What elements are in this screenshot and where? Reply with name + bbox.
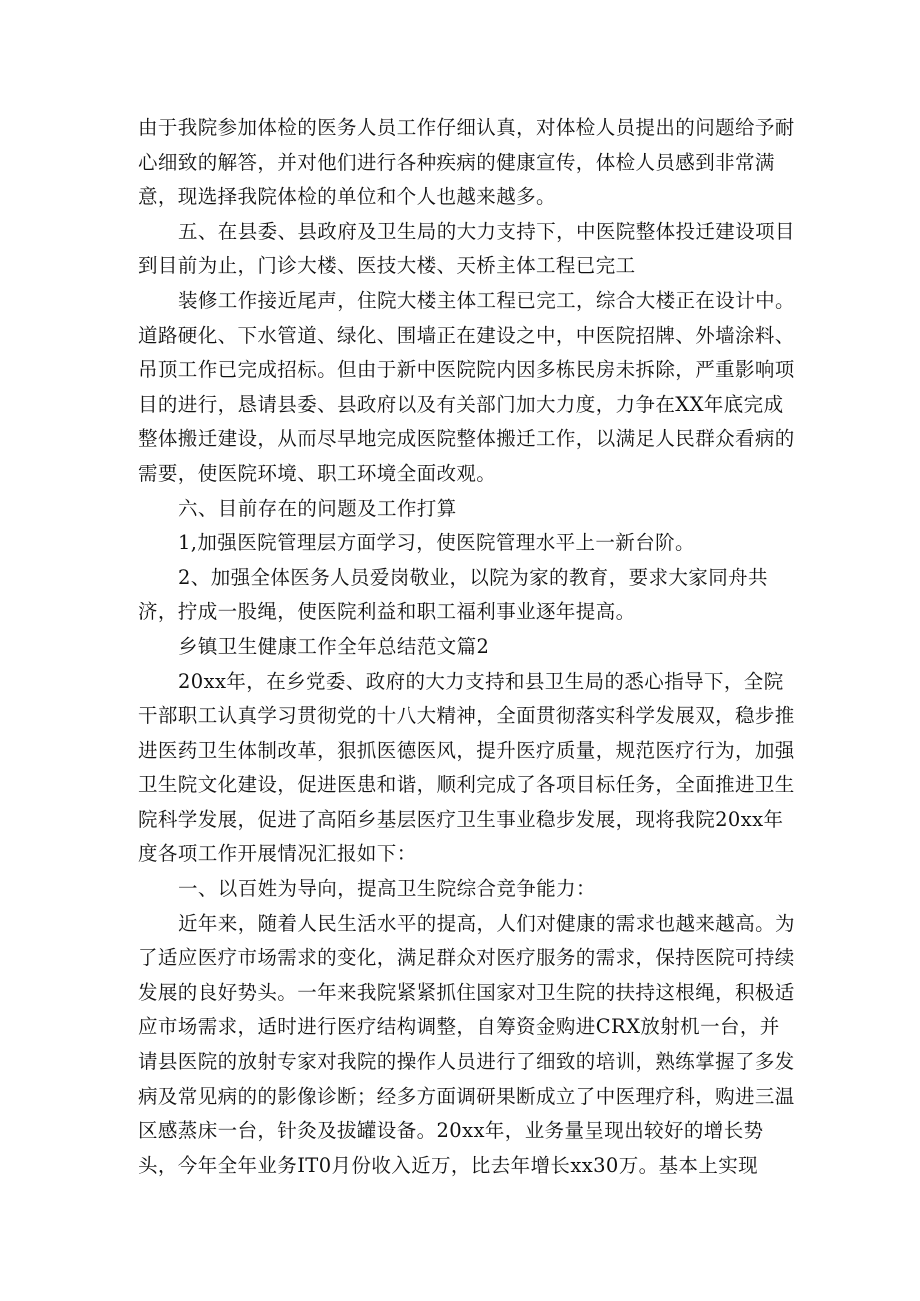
paragraph-heading-five: 五、在县委、县政府及卫生局的大力支持下，中医院整体投迁建设项目到目前为止，门诊大楼、医技大楼、天桥主体工程已完工 <box>138 219 795 278</box>
paragraph: 由于我院参加体检的医务人员工作仔细认真，对体检人员提出的问题给予耐心细致的解答，并对他们进行各种疾病的健康宣传，体检人员感到非常满意，现选择我院体检的单位和个人也越来越多。 <box>138 116 795 209</box>
list-item: 2、加强全体医务人员爱岗敬业，以院为家的教育，要求大家同舟共济，拧成一股绳，使医院利益和职工福利事业逐年提高。 <box>138 565 768 624</box>
paragraph: 近年来，随着人民生活水平的提高，人们对健康的需求也越来越高。为了适应医疗市场需求的变化，满足群众对医疗服务的需求，保持医院可持续发展的良好势头。一年来我院紧紧抓住国家对卫生院的扶持这根绳，积极适应市场需求，适时进行医疗结构调整，自筹资金购进CRX放射机一台，并请县医院的放射专家对我院的操作人员进行了细致的培训，熟练掌握了多发病及常见病的的影像诊断；经多方面调研果断成立了中医理疗科，购进三温区感蒸床一台，针灸及拔罐设备。20xx年，业务量呈现出较好的增长势头，今年全年业务IT0月份收入近万，比去年增长xx30万。基本上实现 <box>138 911 795 1177</box>
list-item: 1,加强医院管理层方面学习，使医院管理水平上一新台阶。 <box>178 531 695 555</box>
section-title: 乡镇卫生健康工作全年总结范文篇2 <box>178 634 490 658</box>
paragraph-heading-six: 六、目前存在的问题及工作打算 <box>178 496 457 520</box>
paragraph-heading-one: 一、以百姓为导向，提高卫生院综合竞争能力： <box>178 877 596 901</box>
document-body <box>138 111 798 1183</box>
paragraph: 装修工作接近尾声，住院大楼主体工程已完工，综合大楼正在设计中。道路硬化、下水管道、绿化、围墙正在建设之中，中医院招牌、外墙涂料、吊顶工作已完成招标。但由于新中医院院内因多栋民房未拆除，严重影响项目的进行，恳请县委、县政府以及有关部门加大力度，力争在XX年底完成整体搬迁建设，从而尽早地完成医院整体搬迁工作，以满足人民群众看病的需要，使医院环境、职工环境全面改观。 <box>138 288 795 485</box>
paragraph: 20xx年，在乡党委、政府的大力支持和县卫生局的悉心指导下，全院干部职工认真学习贯彻党的十八大精神，全面贯彻落实科学发展双，稳步推进医药卫生体制改革，狠抓医德医风，提升医疗质量，规范医疗行为，加强卫生院文化建设，促进医患和谐，顺利完成了各项目标任务，全面推进卫生院科学发展，促进了高陌乡基层医疗卫生事业稳步发展，现将我院20xx年度各项工作开展情况汇报如下： <box>138 669 795 866</box>
